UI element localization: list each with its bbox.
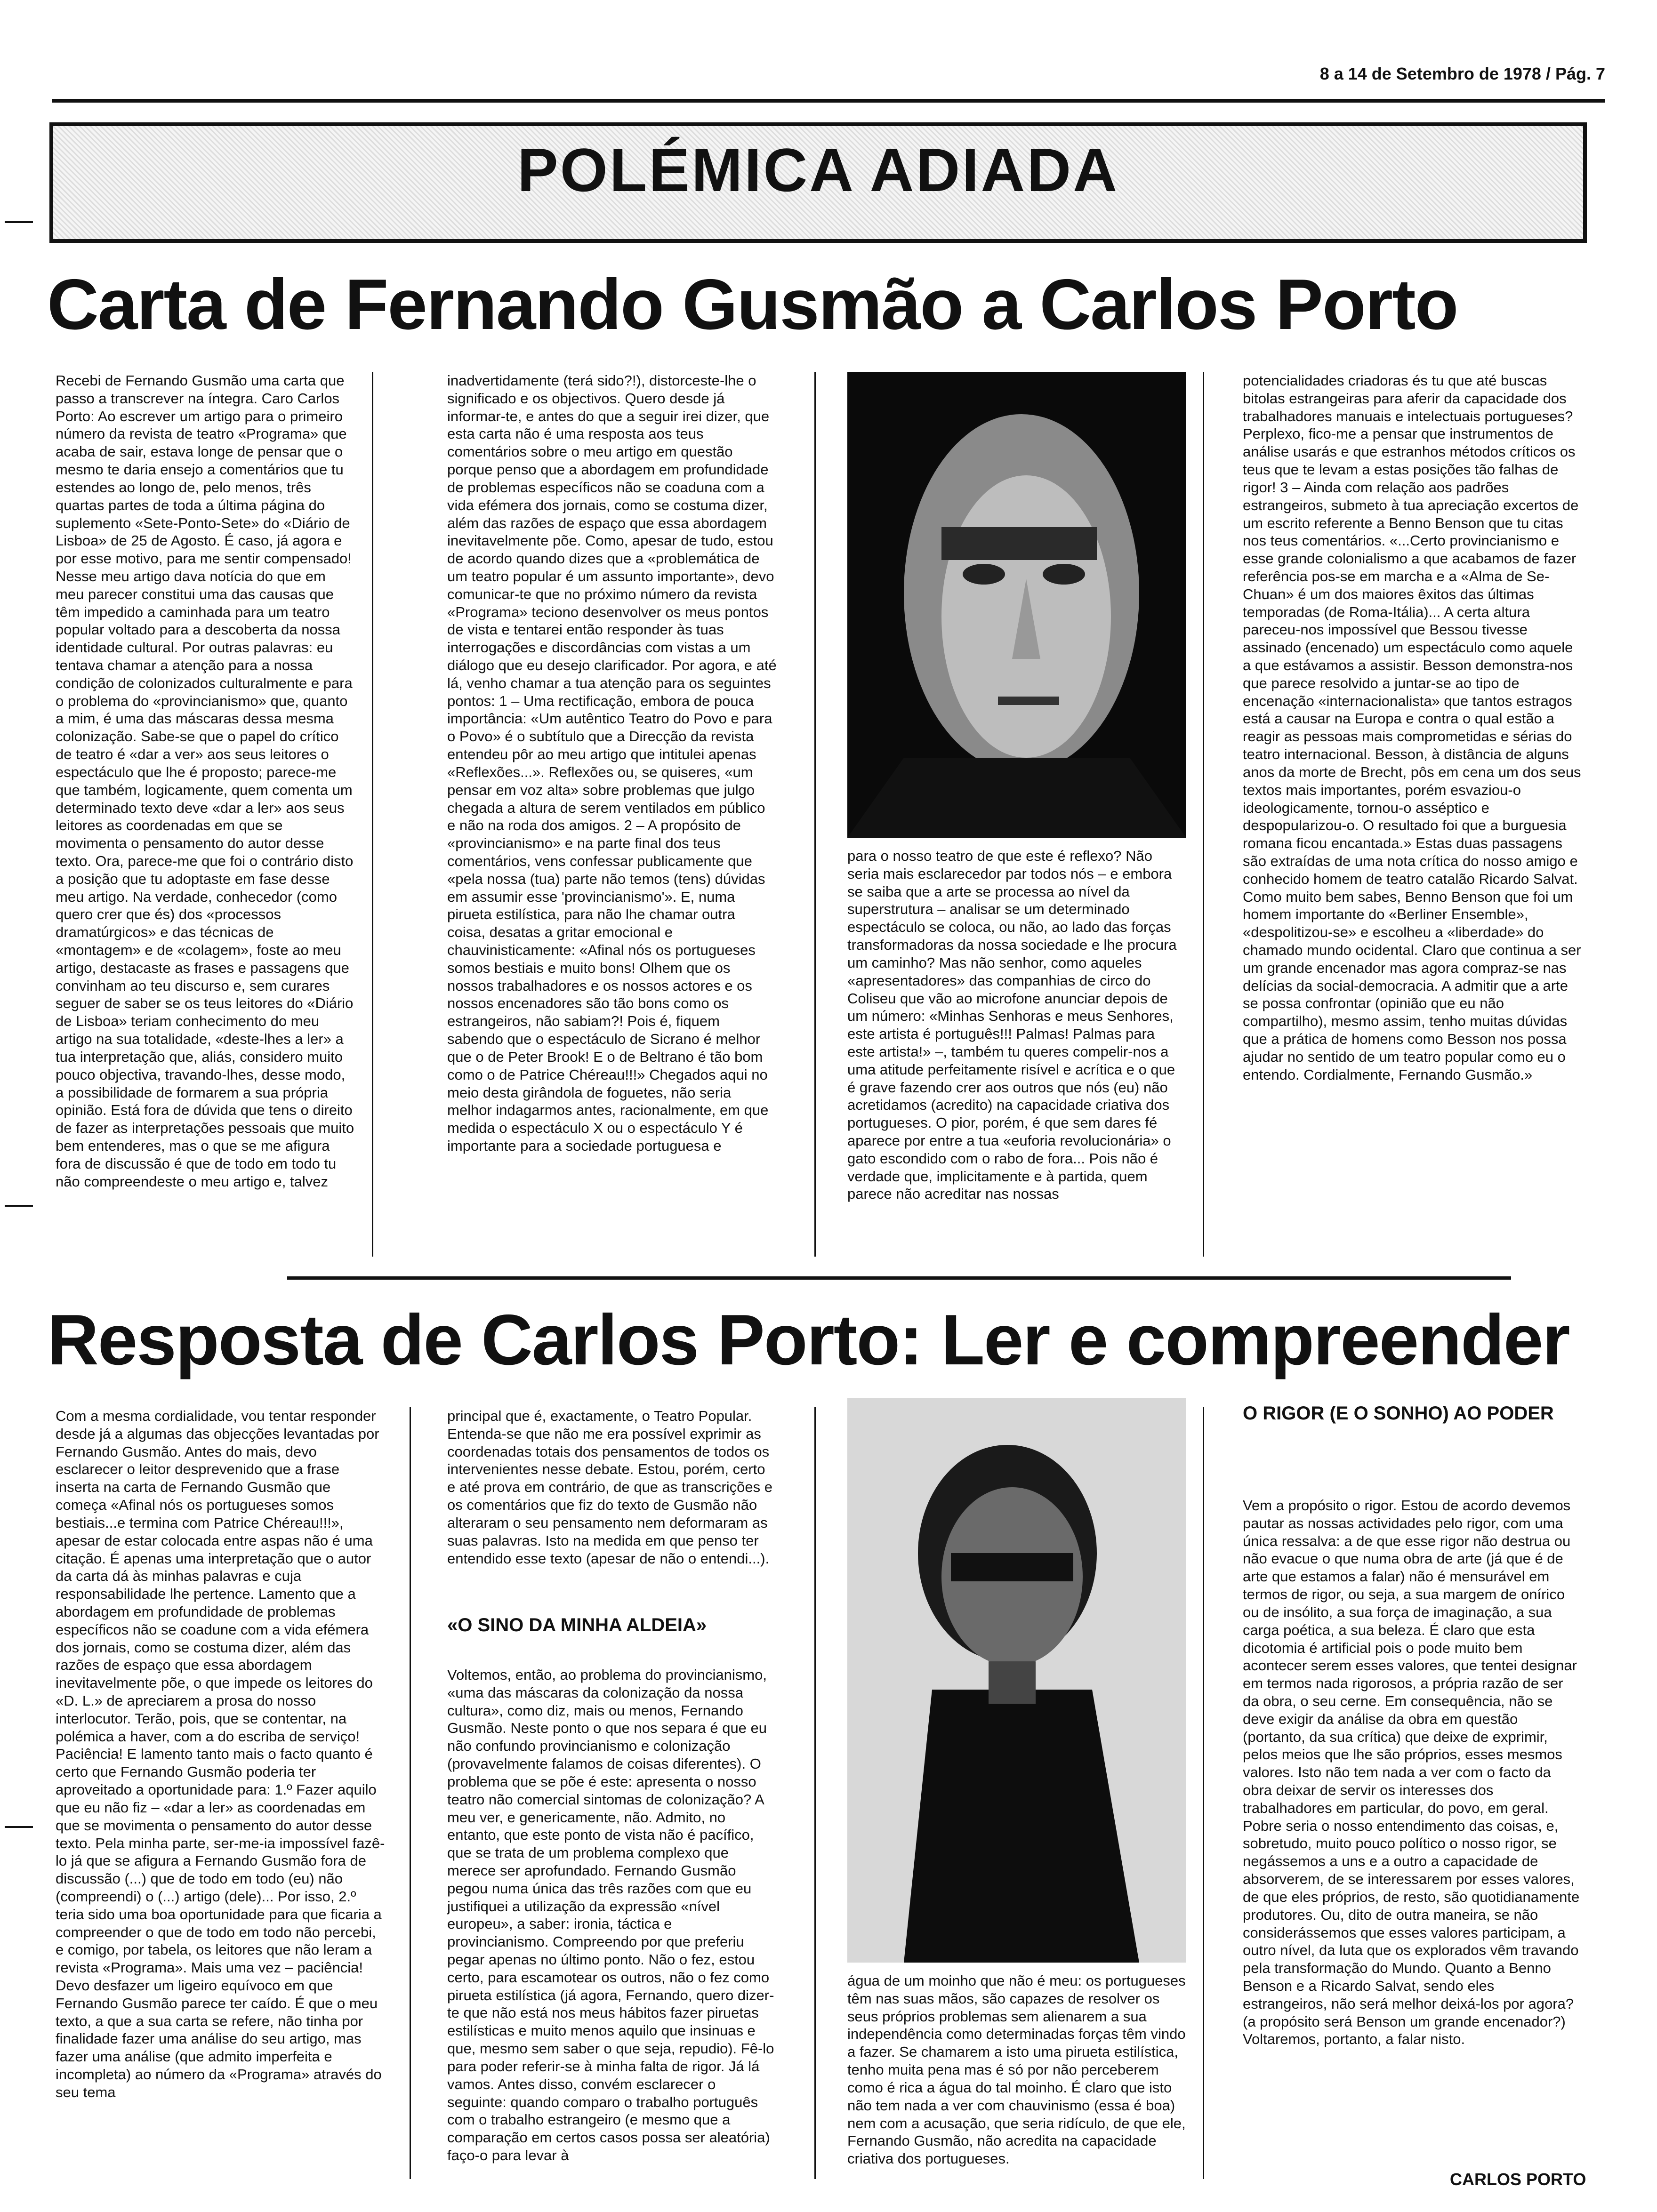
masthead-date: 8 a 14 de Setembro de 1978 / Pág. 7 bbox=[1319, 64, 1605, 83]
column-divider bbox=[814, 372, 816, 1257]
column-divider bbox=[1203, 1407, 1204, 2179]
letter-column-3: para o nosso teatro de que este é reflexo? Não seria mais esclarecedor par todos nós – e embora se saiba que a arte se processa ao nível da superstrutura – analisar se um determinado espectáculo se coloca, ou não, ao lado das forças transformadoras da nossa sociedade e lhe procura um caminho? Mas não senhor, como aqueles «apresentadores» das companhias de circo do Coliseu que vão ao microfone anunciar depois de um número: «Minhas Senhoras e meus Senhores, este artista é português!!! Palmas! Palmas para este artista!» –, também tu queres compelir-nos a uma atitude perfeitamente risível e acrítica e o que é grave fazendo crer aos outros que nós (eu) não acretidamos (acredito) na capacidade criativa dos portugueses. O pior, porém, é que sem dares fé aparece por entre a tua «euforia revolucionária» o gato escondido com o rabo de fora... Pois não é verdade que, implicitamente e à partida, quem parece não acreditar nas nossas bbox=[847, 848, 1177, 1202]
portrait-photo-porto bbox=[847, 1398, 1186, 1963]
portrait-image bbox=[847, 372, 1186, 838]
letter-headline: Carta de Fernando Gusmão a Carlos Porto bbox=[47, 264, 1458, 345]
letter-column-1: Recebi de Fernando Gusmão uma carta que passo a transcrever na íntegra. Caro Carlos Porto: Ao escrever um artigo para o primeiro número da revista de teatro «Programa» que acaba de sair, estava longe de pensar que o mesmo te daria ensejo a comentários que tu estendes ao longo de, pelo menos, três quartas partes de toda a última página do suplemento «Sete-Ponto-Sete» do «Diário de Lisboa» de 25 de Agosto. É caso, já agora e por esse motivo, para me sentir compensado! Nesse meu artigo dava notícia do que em meu parecer constitui uma das causas que têm impedido a caminhada para um teatro popular voltado para a descoberta da nossa identidade cultural. Por outras palavras: eu tentava chamar a atenção para a nossa condição de colonizados culturalmente e para o problema do «provincianismo» que, quanto a mim, é uma das máscaras dessa mesma colonização. Sabe-se que o papel do crítico de teatro é «dar a ver» aos seus leitores o espectáculo que lhe é proposto; parece-me que também, logicamente, quem comenta um determinado texto deve «dar a ler» aos seus leitores as coordenadas em que se movimenta o pensamento do autor desse texto. Ora, parece-me que foi o contrário disto a posição que tu adoptaste em fase desse meu artigo. Na verdade, conhecedor (como quero crer que és) dos «processos dramatúrgicos» e das técnicas de «montagem» e de «colagem», foste ao meu artigo, destacaste as frases e passagens que convinham ao teu discurso e, sem curares seguer de saber se os teus leitores do «Diário de Lisboa» teriam conhecimento do meu artigo na sua totalidade, «deste-lhes a ler» a tua interpretação que, aliás, considero muito pouco objectiva, travando-lhes, desse modo, a possibilidade de formarem a sua própria opinião. Está fora de dúvida que tens o direito de fazer as interpretações pessoais que muito bem entenderes, mas o que se me afigura fora de discussão é que de todo em todo tu não compreendeste o meu artigo e, talvez bbox=[56, 372, 354, 1190]
portrait-image bbox=[847, 1398, 1186, 1963]
reply-headline: Resposta de Carlos Porto: Ler e compreender bbox=[47, 1300, 1569, 1380]
reply-column-3: água de um moinho que não é meu: os portugueses têm nas suas mãos, são capazes de resolver os seus próprios problemas sem alienarem a sua independência como determinadas forças têm vindo a fazer. Se chamarem a isto uma pirueta estilística, tenho muita pena mas é só por não perceberem como é rica a água do tal moinho. É claro que isto não tem nada a ver com chauvinismo (essa é boa) nem com a acusação, que seria ridículo, de que ele, Fernando Gusmão, não acredita na capacidade criativa dos portugueses. bbox=[847, 1972, 1186, 2167]
sino-subheading: «O SINO DA MINHA ALDEIA» bbox=[447, 1615, 707, 1635]
column-divider bbox=[1203, 372, 1204, 1257]
reply-column-2b: Voltemos, então, ao problema do provincianismo, «uma das máscaras da colonização da nossa cultura», como diz, mais ou menos, Fernando Gusmão. Neste ponto o que nos separa é que eu não confundo provincianismo e colonização (provavelmente falamos de coisas diferentes). O problema que se põe é este: apresenta o nosso teatro não comercial sintomas de colonização? A meu ver, e genericamente, não. Admito, no entanto, que este ponto de vista não é pacífico, que se trata de um problema complexo que merece ser aprofundado. Fernando Gusmão pegou numa única das três razões com que eu justifiquei a utilização da expressão «nível europeu», a saber: ironia, táctica e provincianismo. Compreendo por que preferiu pegar apenas no último ponto. Não o fez, estou certo, para escamotear os outros, não o fez como pirueta estilística (já agora, Fernando, quero dizer-te que não está nos meus hábitos fazer piruetas estilísticas e muito menos aquilo que insinuas e que, mesmo sem saber o que seja, repudio). Fê-lo para poder referir-se à minha falta de rigor. Já lá vamos. Antes disso, convém esclarecer o seguinte: quando comparo o trabalho português com o trabalho estrangeiro (e mesmo que a comparação em certos casos possa ser aleatória) faço-o para levar à bbox=[447, 1667, 774, 2164]
reply-column-1: Com a mesma cordialidade, vou tentar responder desde já a algumas das objecções levantadas por Fernando Gusmão. Antes do mais, devo esclarecer o leitor desprevenido que a frase inserta na carta de Fernando Gusmão que começa «Afinal nós os portugueses somos bestiais...e termina com Patrice Chéreau!!!», apesar de estar colocada entre aspas não é uma citação. É apenas uma interpretação que o autor da carta dá às minhas palavras e cuja responsabilidade lhe pertence. Lamento que a abordagem em profundidade de problemas específicos não se coadune com a vida efémera dos jornais, como se costuma dizer, além das razões de espaço que essa abordagem inevitavelmente põe, o que impede os leitores do «D. L.» de apreciarem a prosa do nosso interlocutor. Terão, pois, que se contentar, na polémica a haver, com a do escriba de serviço! Paciência! E lamento tanto mais o facto quanto é certo que Fernando Gusmão poderia ter aproveitado a oportunidade para: 1.º Fazer aquilo que eu não fiz – «dar a ler» as coordenadas em que se movimenta o pensamento do autor desse texto. Pela minha parte, ser-me-ia impossível fazê-lo já que se afigura a Fernando Gusmão fora de discussão (...) que de todo em todo (eu) não (compreendi) o (...) artigo (dele)... Por isso, 2.º teria sido uma boa oportunidade para que ficaria a compreender o que de todo em todo não percebi, e comigo, por tabela, os leitores que não leram a revista «Programa». Mais uma vez – paciência! Devo desfazer um ligeiro equívoco em que Fernando Gusmão parece ter caído. É que o meu texto, a que a sua carta se refere, não tinha por finalidade fazer uma análise do seu artigo, mas fazer uma análise (que admito imperfeita e incompleta) ao número da «Programa» através do seu tema bbox=[56, 1408, 385, 2100]
reply-column-2a: principal que é, exactamente, o Teatro Popular. Entenda-se que não me era possível exprimir as coordenadas totais dos pensamentos de todos os intervenientes nesse debate. Estou, porém, certo e até prova em contrário, de que as transcrições e os comentários que fiz do texto de Gusmão não alteraram o seu pensamento nem deformaram as suas palavras. Isto na medida em que penso ter entendido esse texto (apesar de não o entendi...). bbox=[447, 1408, 772, 1567]
column-divider bbox=[372, 372, 373, 1257]
top-rule bbox=[52, 99, 1605, 103]
column-divider bbox=[410, 1407, 411, 2179]
margin-mark bbox=[5, 1205, 33, 1207]
reply-column-4: Vem a propósito o rigor. Estou de acordo devemos pautar as nossas actividades pelo rigor, com uma única ressalva: a de que esse rigor não destrua ou não evacue o que numa obra de arte (já que é de arte que estamos a falar) não é mensurável em termos de rigor, ou seja, a sua margem de onírico ou de insólito, a sua força de imaginação, a sua carga poética, a sua beleza. É claro que esta dicotomia é artificial pois o pode muito bem acontecer serem esses valores, que tentei designar em termos nada rigorosos, a própria razão de ser da obra, o seu cerne. Em consequência, não se deve exigir da análise da obra em questão (portanto, da sua crítica) que deixe de exprimir, pelos meios que lhe são próprios, esses mesmos valores. Isto não tem nada a ver com o facto da obra deixar de servir os interesses dos trabalhadores em particular, do povo, em geral. Pobre seria o nosso entendimento das coisas, e, sobretudo, muito pouco político o nosso rigor, se negássemos a uns e a outro a capacidade de absorverem, de se interessarem por esses valores, de que eles próprios, de resto, são quotidianamente produtores. Ou, dito de outra maneira, se não considerássemos que esses valores participam, a outro nível, da luta que os explorados vêm travando pela transformação do Mundo. Quanto a Benno Benson e a Ricardo Salvat, sendo eles estrangeiros, não será melhor deixá-los por agora? (a propósito será Benson um grande encenador?) Voltaremos, portanto, a falar nisto. bbox=[1243, 1497, 1580, 2048]
byline: CARLOS PORTO bbox=[1450, 2170, 1586, 2189]
margin-mark bbox=[5, 1826, 33, 1828]
letter-column-4: potencialidades criadoras és tu que até buscas bitolas estrangeiras para aferir da capacidade dos trabalhadores manuais e intelectuais portugueses? Perplexo, fico-me a pensar que instrumentos de análise usarás e que estranhos métodos críticos os teus que te levam a estas posições tão falhas de rigor! 3 – Ainda com relação aos padrões estrangeiros, submeto à tua apreciação excertos de um escrito referente a Benno Benson que tu citas nos teus comentários. «...Certo provincianismo e esse grande colonialismo a que acabamos de fazer referência pos-se em marcha e a «Alma de Se-Chuan» é um dos maiores êxitos das últimas temporadas (de Roma-Itália)... A certa altura pareceu-nos impossível que Bessou tivesse assinado (encenado) um espectáculo como aquele a que estávamos a assistir. Besson demonstra-nos que parece resolvido a juntar-se ao tipo de encenação «internacionalista» que tantos estragos está a causar na Europa e contra o qual estão a reagir as pessoas mais comprometidas e sérias do teatro internacional. Besson, à distância de alguns anos da morte de Brecht, pôs em cena um dos seus textos mais importantes, porém esvaziou-o ideologicamente, tornou-o asséptico e despopularizou-o. O resultado foi que a burguesia romana ficou encantada.» Estas duas passagens são extraídas de uma nota crítica do nosso amigo e conhecido homem de teatro catalão Ricardo Salvat. Como muito bem sabes, Benno Benson que foi um homem importante do «Berliner Ensemble», «despolitizou-se» e escolheu a «liberdade» do chamado mundo ocidental. Claro que continua a ser um grande encenador mas agora compraz-se nas delícias da social-democracia. A admitir que a arte se possa confrontar (opinião que eu não compartilho), mesmo assim, tenho muitas dúvidas que a prática de homens como Besson nos possa ajudar no sentido de um teatro popular como eu o entendo. Cordialmente, Fernando Gusmão.» bbox=[1243, 372, 1581, 1083]
margin-mark bbox=[5, 221, 33, 223]
rigor-subheading: O RIGOR (E O SONHO) AO PODER bbox=[1243, 1403, 1554, 1424]
middle-rule bbox=[287, 1276, 1511, 1280]
portrait-photo-gusmao bbox=[847, 372, 1186, 838]
section-title: POLÉMICA ADIADA bbox=[517, 136, 1119, 204]
column-divider bbox=[814, 1407, 816, 2179]
letter-column-2: inadvertidamente (terá sido?!), distorceste-lhe o significado e os objectivos. Quero desde já informar-te, e antes do que a seguir irei dizer, que esta carta não é uma resposta aos teus comentários sobre o meu artigo em questão porque penso que a abordagem em profundidade de problemas específicos não se coaduna com a vida efémera dos jornais, como se costuma dizer, além das razões de espaço que essa abordagem inevitavelmente põe. Como, apesar de tudo, estou de acordo quando dizes que a «problemática de um teatro popular é um assunto importante», devo comunicar-te que no próximo número da revista «Programa» teciono desenvolver os meus pontos de vista e tentarei então responder às tuas interrogações e discordâncias com vistas a um diálogo que eu desejo clarificador. Por agora, e até lá, venho chamar a tua atenção para os seguintes pontos: 1 – Uma rectificação, embora de pouca importância: «Um autêntico Teatro do Povo e para o Povo» é o subtítulo que a Direcção da revista entendeu pôr ao meu artigo que intitulei apenas «Reflexões...». Reflexões ou, se quiseres, «um pensar em voz alta» sobre problemas que julgo chegada a altura de serem ventilados em público e não na roda dos amigos. 2 – A propósito de «provincianismo» e na parte final dos teus comentários, vens confessar publicamente que «pela nossa (tua) parte não temos (tens) dúvidas em assumir esse 'provincianismo'». E, numa pirueta estilística, para não lhe chamar outra coisa, desatas a gritar emocional e chauvinisticamente: «Afinal nós os portugueses somos bestiais e muito bons! Olhem que os nossos trabalhadores e os nossos actores e os nossos encenadores são tão bons como os estrangeiros, não sabiam?! Pois é, fiquem sabendo que o espectáculo de Sicrano é melhor que o de Peter Brook! E o de Beltrano é tão bom como o de Patrice Chéreau!!!» Chegados aqui no meio desta girândola de foguetes, não seria melhor indagarmos antes, racionalmente, em que medida o espectáculo X ou o espectáculo Y é importante para a sociedade portuguesa e bbox=[447, 372, 777, 1154]
section-banner bbox=[49, 122, 1587, 243]
